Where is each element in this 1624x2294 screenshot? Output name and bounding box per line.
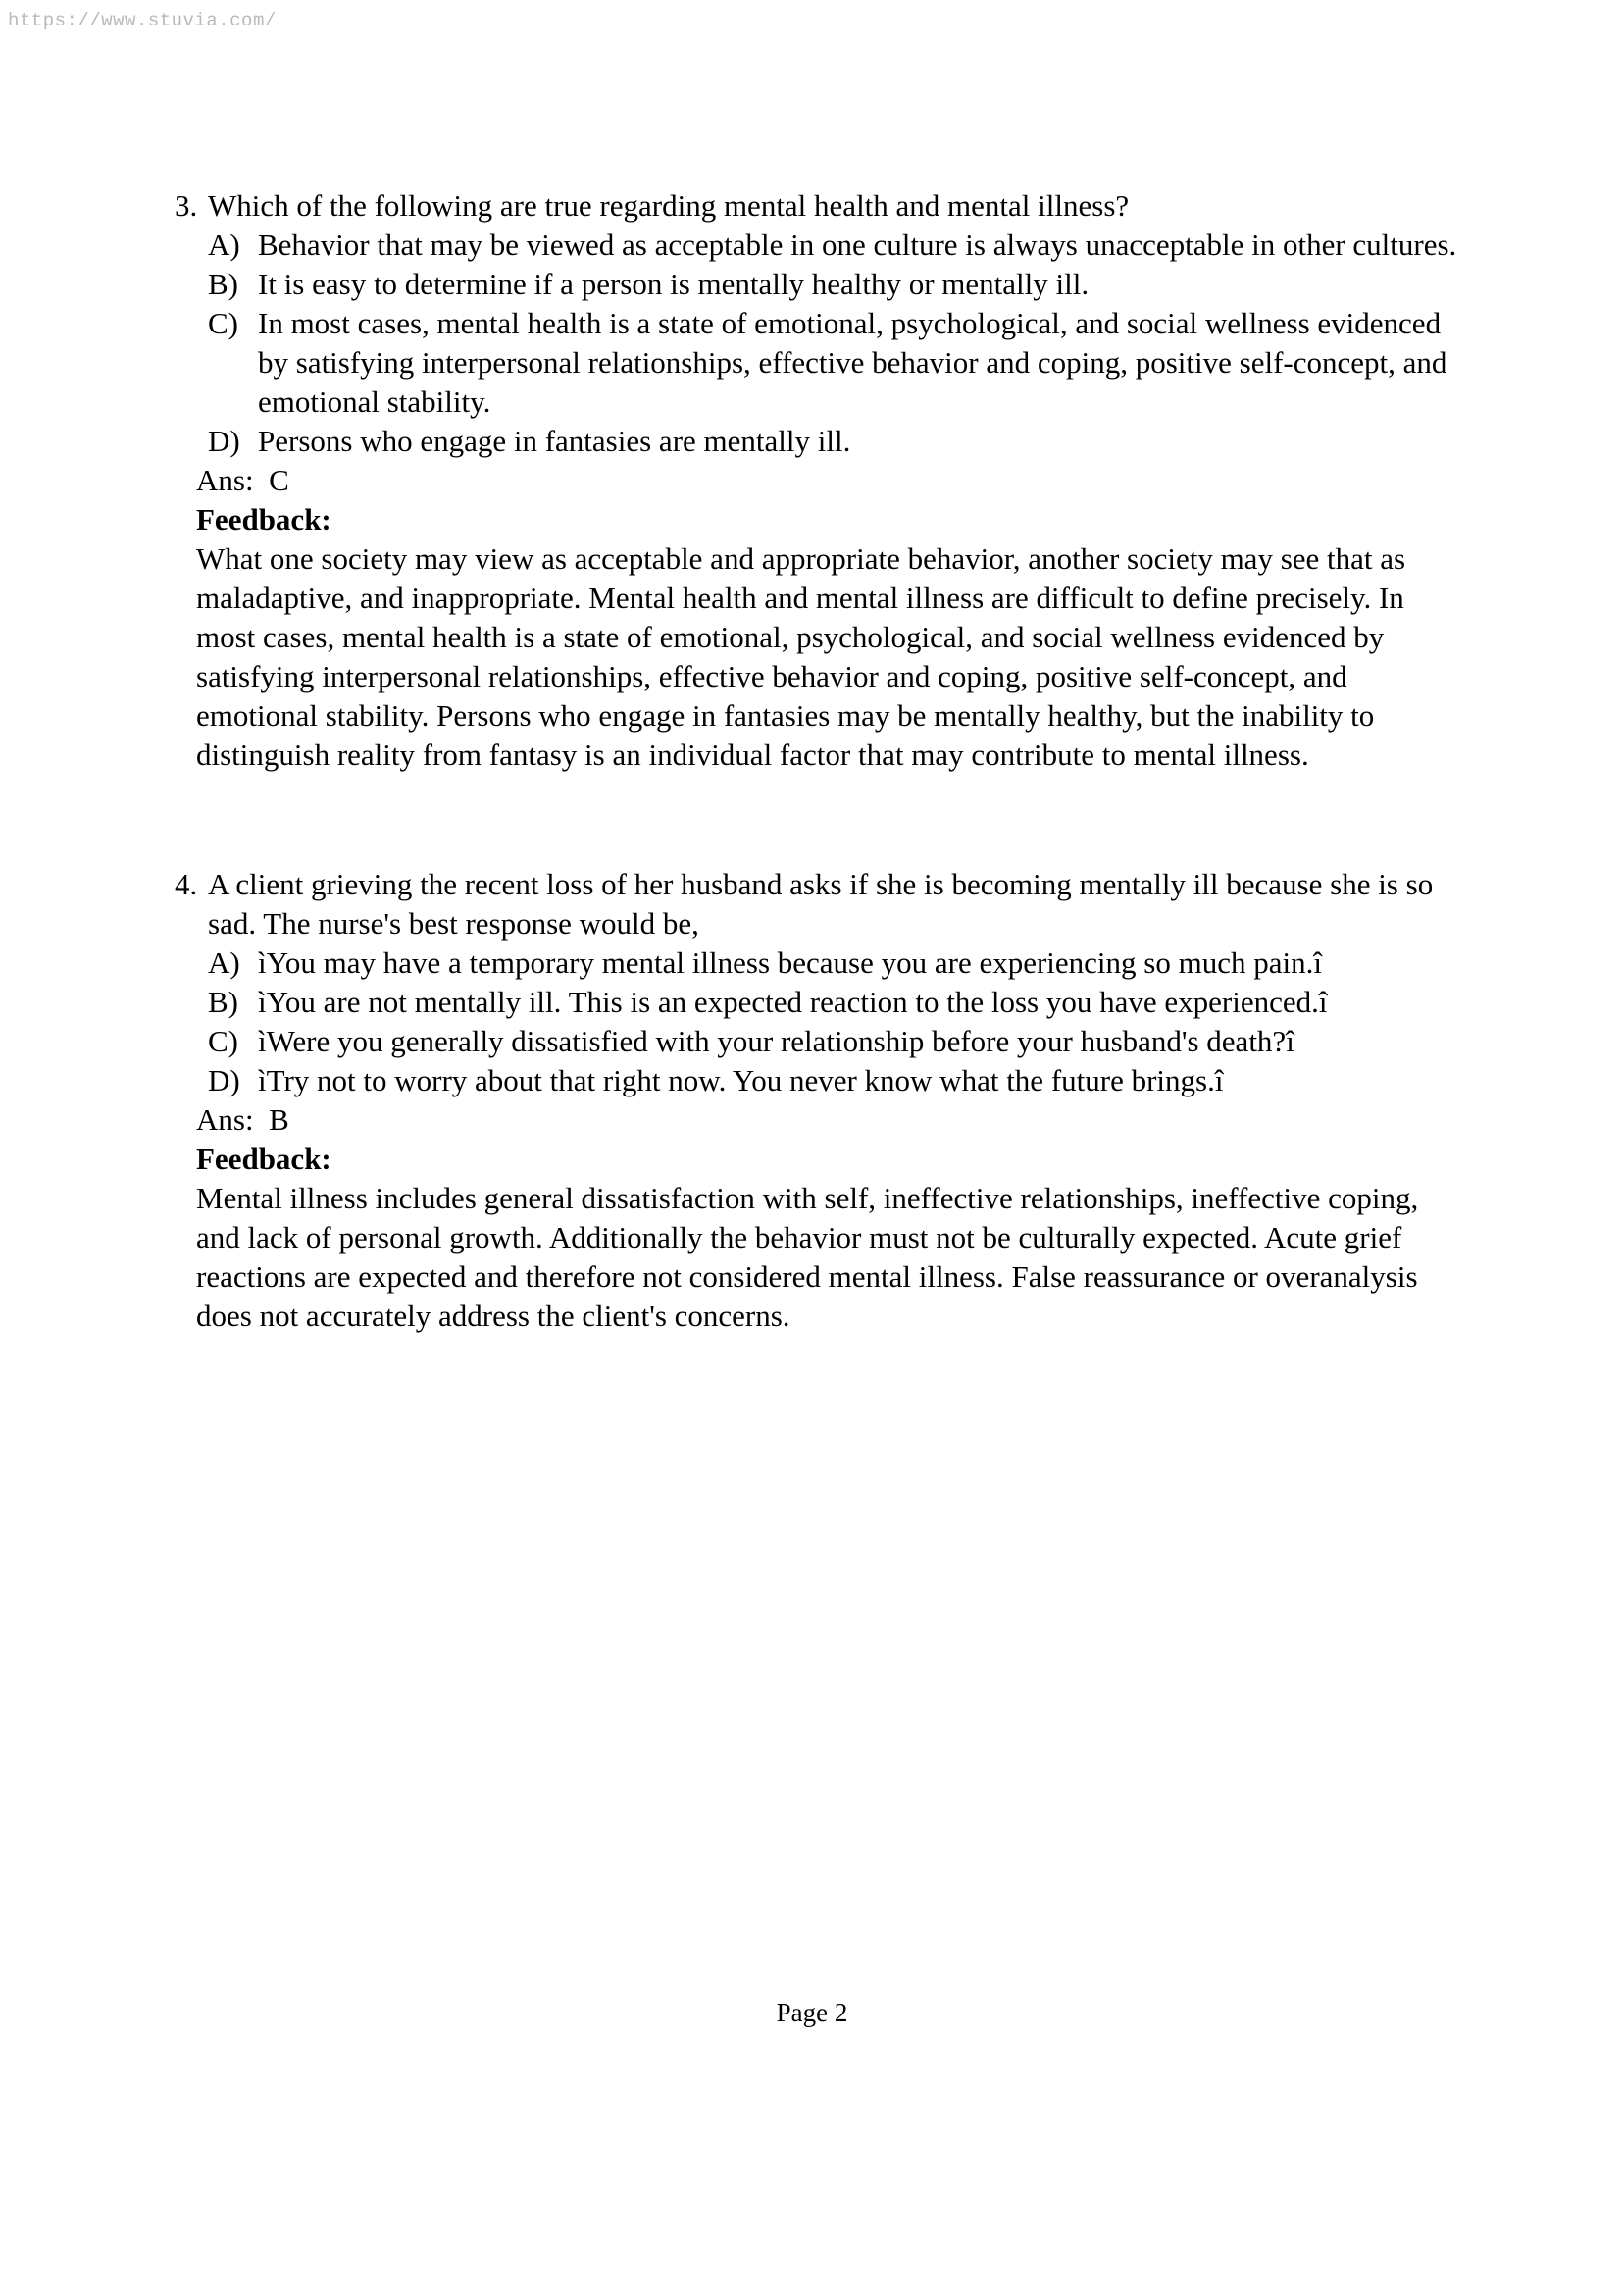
answer-key-line: Ans: C [196,463,289,497]
answer-option-label: C) [208,1024,238,1058]
answer-options-list [175,943,1467,1100]
answer-option-text: ìYou are not mentally ill. This is an expected reaction to the loss you have experienced.î [258,985,1328,1019]
stuvia-watermark: https://www.stuvia.com/ [8,10,277,31]
answer-option-text: ìWere you generally dissatisfied with your relationship before your husband's death?î [258,1024,1294,1058]
answer-option[interactable] [208,1022,1467,1061]
feedback-text: Mental illness includes general dissatisfaction with self, ineffective relationships, ineffective coping, and lack of personal growth. Additionally the behavior must not be culturally expected. Acute grief reactions are expected and therefore not considered mental illness. False reassurance or overanalysis does not accurately address the client's concerns. [196,1181,1419,1333]
answer-option-label: C) [208,306,238,340]
answer-option-text: Behavior that may be viewed as acceptable in one culture is always unacceptable in other cultures. [258,228,1457,262]
feedback-heading: Feedback: [196,502,331,536]
question-block [175,186,1467,775]
answer-option[interactable] [208,304,1467,422]
question-block [175,865,1467,1336]
answer-option-label: A) [208,228,240,262]
answer-option[interactable] [208,1061,1467,1100]
answer-option[interactable] [208,983,1467,1022]
answer-option-text: ìYou may have a temporary mental illness because you are experiencing so much pain.î [258,945,1322,980]
document-content [175,186,1467,1375]
answer-options-list [175,226,1467,461]
feedback-text: What one society may view as acceptable and appropriate behavior, another society may see that as maladaptive, and inappropriate. Mental health and mental illness are difficult to define precisely. In most cases, mental health is a state of emotional, psychological, and social wellness evidenced by satisfying interpersonal relationships, effective behavior and coping, positive self-concept, and emotional stability. Persons who engage in fantasies may be mentally healthy, but the inability to distinguish reality from fantasy is an individual factor that may contribute to mental illness. [196,541,1406,772]
question-stem: A client grieving the recent loss of her husband asks if she is becoming mentally ill because she is so sad. The nurse's best response would be, [208,867,1434,941]
answer-key-line: Ans: B [196,1102,289,1137]
answer-option[interactable] [208,422,1467,461]
feedback-heading: Feedback: [196,1142,331,1176]
answer-option-label: B) [208,985,238,1019]
question-number: 4. [175,867,198,901]
answer-option[interactable] [208,226,1467,265]
question-stem: Which of the following are true regarding mental health and mental illness? [208,188,1130,223]
answer-option-label: A) [208,945,240,980]
answer-option-text: Persons who engage in fantasies are mentally ill. [258,424,851,458]
question-stem-row [175,865,1467,943]
answer-option-label: B) [208,267,238,301]
answer-option[interactable] [208,943,1467,983]
answer-option-text: ìTry not to worry about that right now. You never know what the future brings.î [258,1063,1224,1097]
answer-option-text: It is easy to determine if a person is mentally healthy or mentally ill. [258,267,1090,301]
question-spacer [175,814,1467,865]
answer-option-label: D) [208,1063,240,1097]
question-stem-row [175,186,1467,226]
question-number: 3. [175,188,198,223]
answer-option-label: D) [208,424,240,458]
answer-option[interactable] [208,265,1467,304]
answer-option-text: In most cases, mental health is a state of emotional, psychological, and social wellness evidenced by satisfying interpersonal relationships, effective behavior and coping, positive self-concept, and emotional stability. [258,306,1447,419]
page-footer: Page 2 [776,1998,848,2027]
